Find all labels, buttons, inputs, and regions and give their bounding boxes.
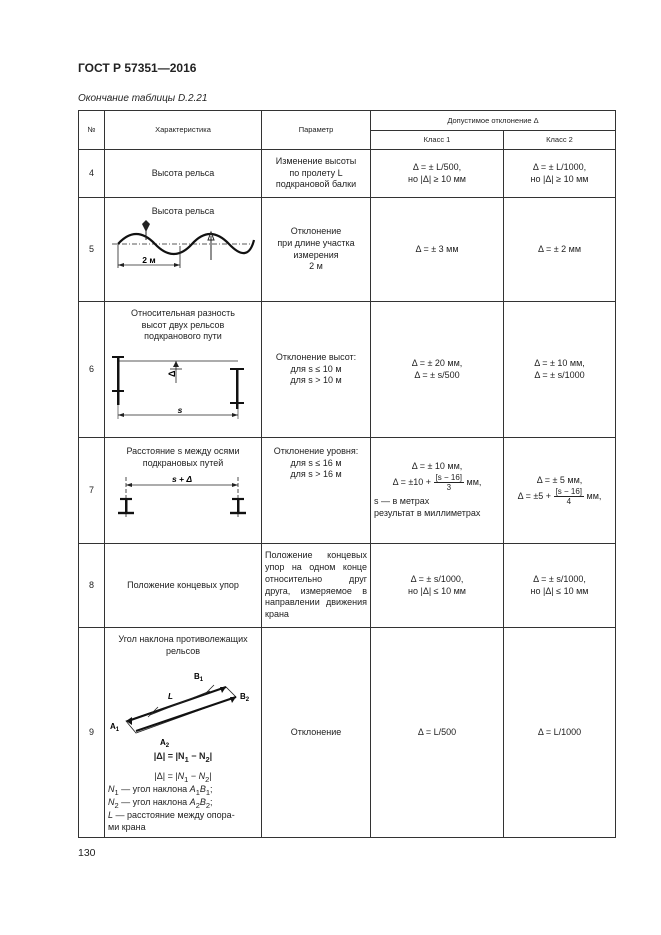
label-a2: $A_2$ bbox=[160, 738, 170, 750]
parameter-cell: Отклонение уровня: для s ≤ 16 м для s > 16 м bbox=[262, 438, 371, 544]
class1-cell: Δ = L/500 bbox=[371, 628, 504, 838]
parameter-cell: Отклонение bbox=[262, 628, 371, 838]
characteristic-cell: Высота рельса 2 м bbox=[105, 198, 262, 302]
class1-cell: Δ = ± 20 мм, Δ = ± s/500 bbox=[371, 302, 504, 438]
table-row bbox=[79, 150, 616, 198]
col-num-header: № bbox=[79, 111, 105, 150]
col-class1-header: Класс 1 bbox=[371, 131, 504, 150]
height-difference-diagram bbox=[108, 343, 258, 429]
class2-cell: Δ = ± 10 мм, Δ = ± s/1000 bbox=[504, 302, 616, 438]
formula-line: Δ = ±5 + $\frac{[s - 16]}{4}$ мм, bbox=[517, 486, 602, 506]
table-row bbox=[79, 198, 616, 302]
characteristic-cell: Высота рельса bbox=[105, 150, 262, 198]
row-number: 7 bbox=[79, 438, 105, 544]
legend: $|\Delta| = |N_1 - N_2|$ $N_1$ — угол наклона $A_1B_1$; $N_2$ — угол наклона $A_2B_2$; L — расстояние между опора- ми крана bbox=[108, 770, 235, 832]
class2-cell: Δ = ± 2 мм bbox=[504, 198, 616, 302]
characteristic-cell: Расстояние s между осями подкрановых путей s + Δ bbox=[105, 438, 262, 544]
table-row bbox=[79, 628, 616, 838]
formula-line: Δ = ±10 + $\frac{[s - 16]}{3}$ мм, bbox=[392, 472, 482, 493]
distance-label: s + Δ bbox=[171, 474, 193, 485]
class1-cell: Δ = ± L/500, но |Δ| ≥ 10 мм bbox=[371, 150, 504, 198]
class2-cell: Δ = L/1000 bbox=[504, 628, 616, 838]
col-deviation-header: Допустимое отклонение Δ bbox=[371, 111, 616, 131]
characteristic-cell: Угол наклона противолежащих рельсов $B_1$ $B_2$ $A_1$ $A_2$ L $|\Delta| = |N_1 - N_2|$ $|\Delta| = |N_1 - N_2|$ $N_1$ — угол наклона $A_1B_1$; $N_2$ — угол наклона $A_2B_2$; L — расстояние между опора- ми крана bbox=[105, 628, 262, 838]
table-row bbox=[79, 438, 616, 544]
table-caption: Окончание таблицы D.2.21 bbox=[78, 93, 208, 104]
class2-cell: Δ = ± L/1000, но |Δ| ≥ 10 мм bbox=[504, 150, 616, 198]
rail-slope-diagram bbox=[108, 657, 258, 757]
label-b2: $B_2$ bbox=[240, 692, 250, 704]
col-characteristic-header: Характеристика bbox=[105, 111, 262, 150]
class1-cell: Δ = ± 10 мм, Δ = ±10 + $\frac{[s - 16]}{3}$ мм, s — в метрах результат в миллиметрах bbox=[371, 438, 504, 544]
parameter-cell: Положение концевых упор на одном конце относительно друг друга, измеряемое в направлении движения крана bbox=[262, 544, 371, 628]
row-number: 4 bbox=[79, 150, 105, 198]
row-number: 6 bbox=[79, 302, 105, 438]
class1-cell: Δ = ± 3 мм bbox=[371, 198, 504, 302]
table-row bbox=[79, 302, 616, 438]
parameter-cell: Изменение высоты по пролету L подкрановой балки bbox=[262, 150, 371, 198]
label-l: L bbox=[168, 692, 173, 702]
characteristic-cell: Относительная разность высот двух рельсов подкранового пути Δ s bbox=[105, 302, 262, 438]
label-a1: $A_1$ bbox=[110, 722, 120, 734]
dim-label: 2 м bbox=[142, 254, 156, 265]
col-parameter-header: Параметр bbox=[262, 111, 371, 150]
characteristic-cell: Положение концевых упор bbox=[105, 544, 262, 628]
label-b1: $B_1$ bbox=[194, 672, 204, 684]
class2-cell: Δ = ± s/1000, но |Δ| ≤ 10 мм bbox=[504, 544, 616, 628]
track-distance-diagram bbox=[108, 469, 258, 531]
delta-label: Δ bbox=[167, 370, 177, 378]
standard-header: ГОСТ Р 57351—2016 bbox=[78, 61, 197, 75]
rail-height-diagram bbox=[108, 218, 258, 280]
s-label: s bbox=[177, 405, 183, 416]
diagram-formula: $|\Delta| = |N_1 - N_2|$ bbox=[153, 751, 213, 765]
parameter-cell: Отклонение высот: для s ≤ 10 м для s > 10 м bbox=[262, 302, 371, 438]
row-number: 5 bbox=[79, 198, 105, 302]
class2-cell: Δ = ± 5 мм, Δ = ±5 + $\frac{[s - 16]}{4}$ мм, bbox=[504, 438, 616, 544]
col-class2-header: Класс 2 bbox=[504, 131, 616, 150]
parameter-cell: Отклонение при длине участка измерения 2 м bbox=[262, 198, 371, 302]
row-number: 9 bbox=[79, 628, 105, 838]
page-number: 130 bbox=[78, 847, 96, 859]
deviation-table bbox=[78, 110, 616, 838]
class1-cell: Δ = ± s/1000, но |Δ| ≤ 10 мм bbox=[371, 544, 504, 628]
table-row bbox=[79, 544, 616, 628]
row-number: 8 bbox=[79, 544, 105, 628]
